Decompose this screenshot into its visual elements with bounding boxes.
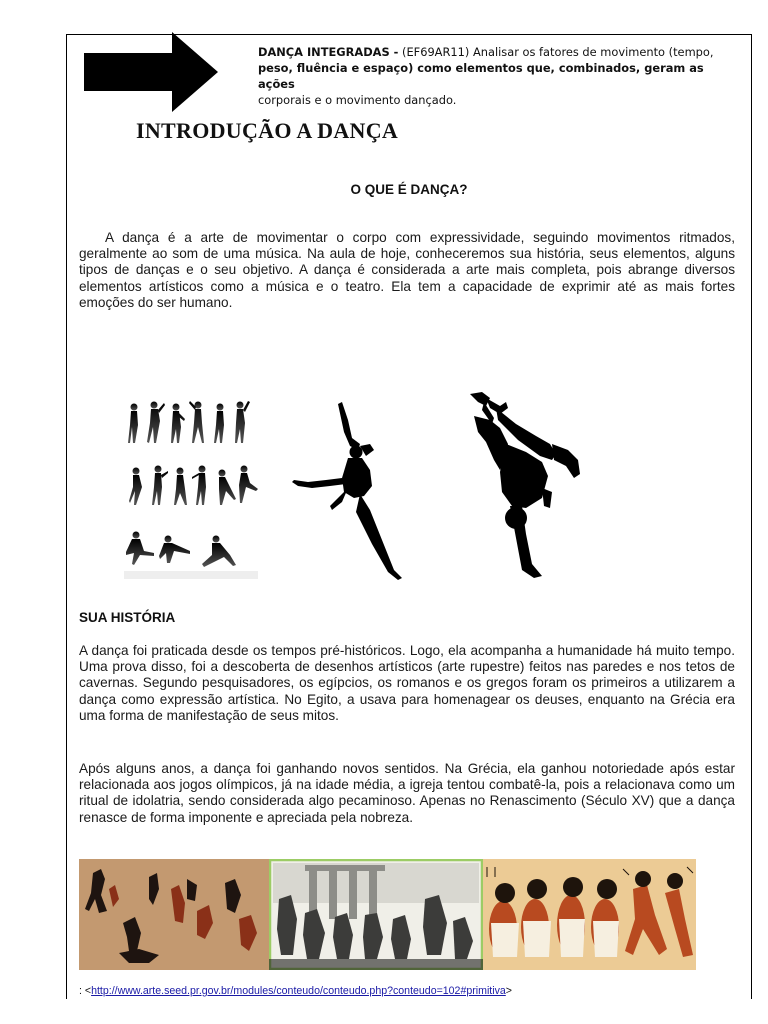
egyptian-painting-image bbox=[483, 859, 696, 970]
source-link[interactable]: http://www.arte.seed.pr.gov.br/modules/conteudo/conteudo.php?conteudo=102#primitiva bbox=[91, 985, 506, 997]
header-bold-line: peso, fluência e espaço) como elementos que, combinados, geram as ações bbox=[258, 61, 704, 91]
frame-left-border bbox=[66, 34, 67, 999]
source-suffix: > bbox=[505, 985, 512, 997]
header-objective bbox=[258, 44, 742, 108]
history-heading: SUA HISTÓRIA bbox=[79, 610, 176, 625]
ballet-dancer-image bbox=[290, 400, 410, 582]
section-subtitle: O QUE É DANÇA? bbox=[350, 182, 468, 197]
source-citation bbox=[79, 985, 512, 997]
header-code: (EF69AR11) Analisar os fatores de movimento (tempo, bbox=[402, 45, 714, 59]
breakdancer-image bbox=[456, 388, 592, 580]
frame-right-border bbox=[751, 34, 752, 999]
group-dancers-image bbox=[124, 395, 258, 579]
intro-paragraph: A dança é a arte de movimentar o corpo com expressividade, seguindo movimentos ritmados, geralmente ao som de uma música. Na aula de hoje, conheceremos sua história, seus elementos, alguns tipos de danças e o seu objetivo. A dança é considerada a arte mais completa, pois abrange diversos elementos artísticos como a música e o teatro. Ela tem a capacidade de exprimir até as mais fortes emoções do ser humano. bbox=[79, 230, 735, 310]
header-last-line: corporais e o movimento dançado. bbox=[258, 93, 457, 107]
history-paragraph-1: A dança foi praticada desde os tempos pré-históricos. Logo, ela acompanha a humanidade há muito tempo. Uma prova disso, foi a descoberta de desenhos artísticos (arte rupestre) feitos nas paredes e nos tetos de cavernas. Segundo pesquisadores, os egípcios, os romanos e os gregos foram os primeiros a utilizarem a dança como expressão artística. No Egito, a usava para homenagear os deuses, enquanto na Grécia era uma forma de manifestação de seus mitos. bbox=[79, 643, 735, 723]
page-title: INTRODUÇÃO A DANÇA bbox=[136, 118, 399, 143]
source-prefix: : < bbox=[79, 985, 92, 997]
arrow-right-icon bbox=[84, 32, 218, 112]
header-bold-lead: DANÇA INTEGRADAS - bbox=[258, 45, 399, 59]
cave-painting-image bbox=[79, 859, 269, 970]
history-paragraph-2: Após alguns anos, a dança foi ganhando novos sentidos. Na Grécia, ela ganhou notoriedade após estar relacionada aos jogos olímpicos, já na idade média, a igreja tentou combatê-la, pois a relacionava como um ritual de idolatria, sendo considerada algo pecaminoso. Apenas no Renascimento (Século XV) que a dança renasce de forma imponente e apreciada pela nobreza. bbox=[79, 761, 735, 825]
greek-dance-engraving-image bbox=[269, 859, 483, 970]
